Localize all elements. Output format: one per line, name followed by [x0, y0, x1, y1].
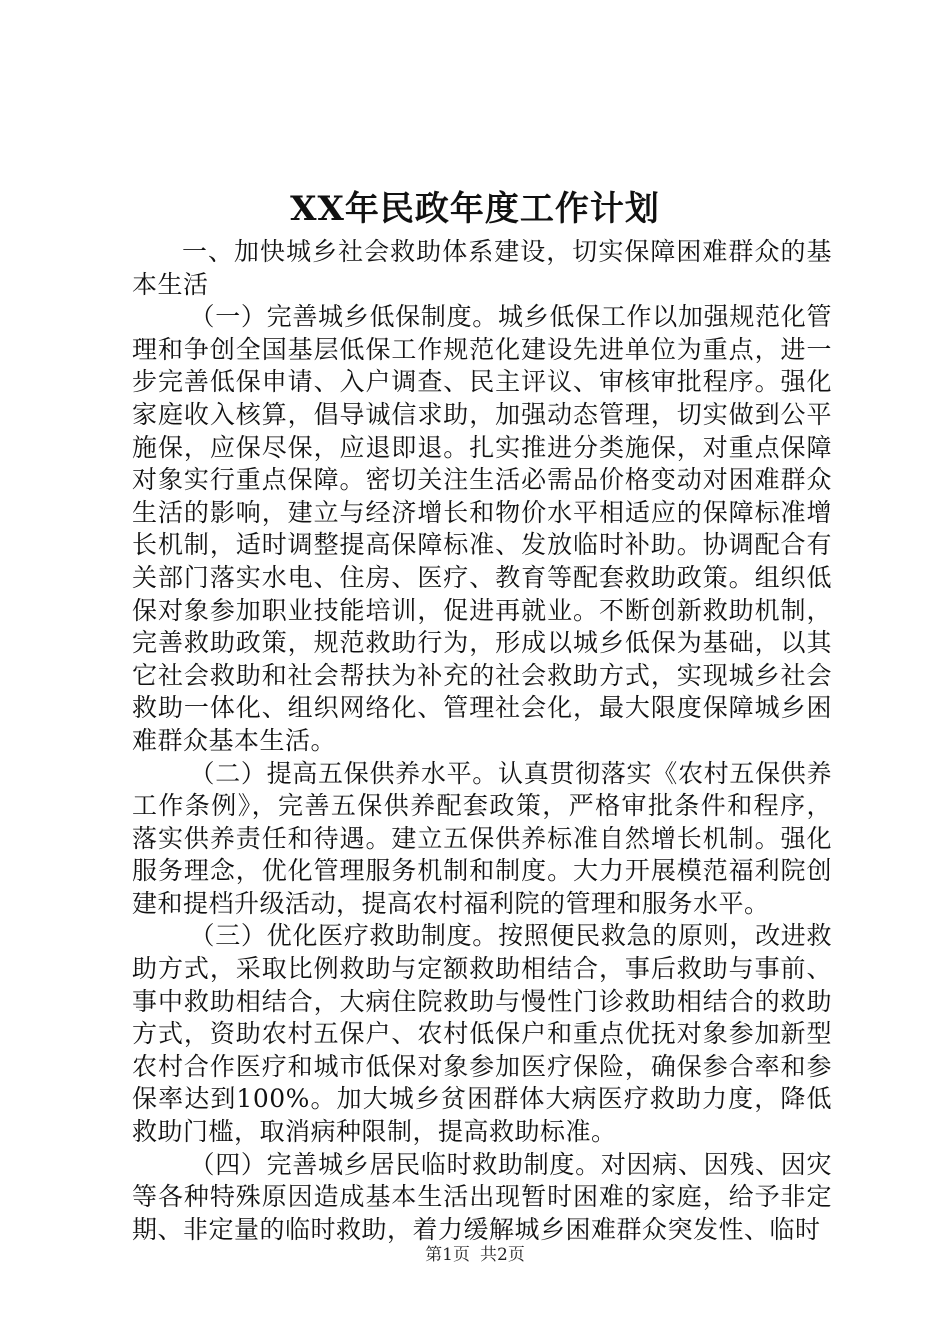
- page-footer: [0, 1243, 950, 1267]
- page-total: 共2页: [480, 1245, 525, 1265]
- paragraph-3: （三）优化医疗救助制度。按照便民救急的原则，改进救助方式，采取比例救助与定额救助相结合，事后救助与事前、事中救助相结合，大病住院救助与慢性门诊救助相结合的救助方式，资助农村五保户、农村低保户和重点优抚对象参加新型农村合作医疗和城市低保对象参加医疗保险，确保参合率和参保率达到100%。加大城乡贫困群体大病医疗救助力度，降低救助门槛，取消病种限制，提高救助标准。: [132, 921, 832, 1147]
- paragraph-2: （二）提高五保供养水平。认真贯彻落实《农村五保供养工作条例》，完善五保供养配套政策，严格审批条件和程序，落实供养责任和待遇。建立五保供养标准自然增长机制。强化服务理念，优化管理服务机制和制度。大力开展模范福利院创建和提档升级活动，提高农村福利院的管理和服务水平。: [132, 758, 832, 918]
- section-heading: 一、加快城乡社会救助体系建设，切实保障困难群众的基本生活: [132, 237, 832, 299]
- paragraph-1: （一）完善城乡低保制度。城乡低保工作以加强规范化管理和争创全国基层低保工作规范化建设先进单位为重点，进一步完善低保申请、入户调查、民主评议、审核审批程序。强化家庭收入核算，倡导诚信求助，加强动态管理，切实做到公平施保，应保尽保，应退即退。扎实推进分类施保，对重点保障对象实行重点保障。密切关注生活必需品价格变动对困难群众生活的影响，建立与经济增长和物价水平相适应的保障标准增长机制，适时调整提高保障标准、发放临时补助。协调配合有关部门落实水电、住房、医疗、教育等配套救助政策。组织低保对象参加职业技能培训，促进再就业。不断创新救助机制，完善救助政策，规范救助行为，形成以城乡低保为基础，以其它社会救助和社会帮扶为补充的社会救助方式，实现城乡社会救助一体化、组织网络化、管理社会化，最大限度保障城乡困难群众基本生活。: [132, 302, 832, 755]
- page-number: 第1页: [425, 1245, 470, 1265]
- paragraph-4: （四）完善城乡居民临时救助制度。对因病、因残、因灾等各种特殊原因造成基本生活出现暂时困难的家庭，给予非定期、非定量的临时救助，着力缓解城乡困难群众突发性、临时: [132, 1149, 832, 1244]
- document-body: [132, 236, 832, 1246]
- document-title: XX年民政年度工作计划: [290, 189, 660, 229]
